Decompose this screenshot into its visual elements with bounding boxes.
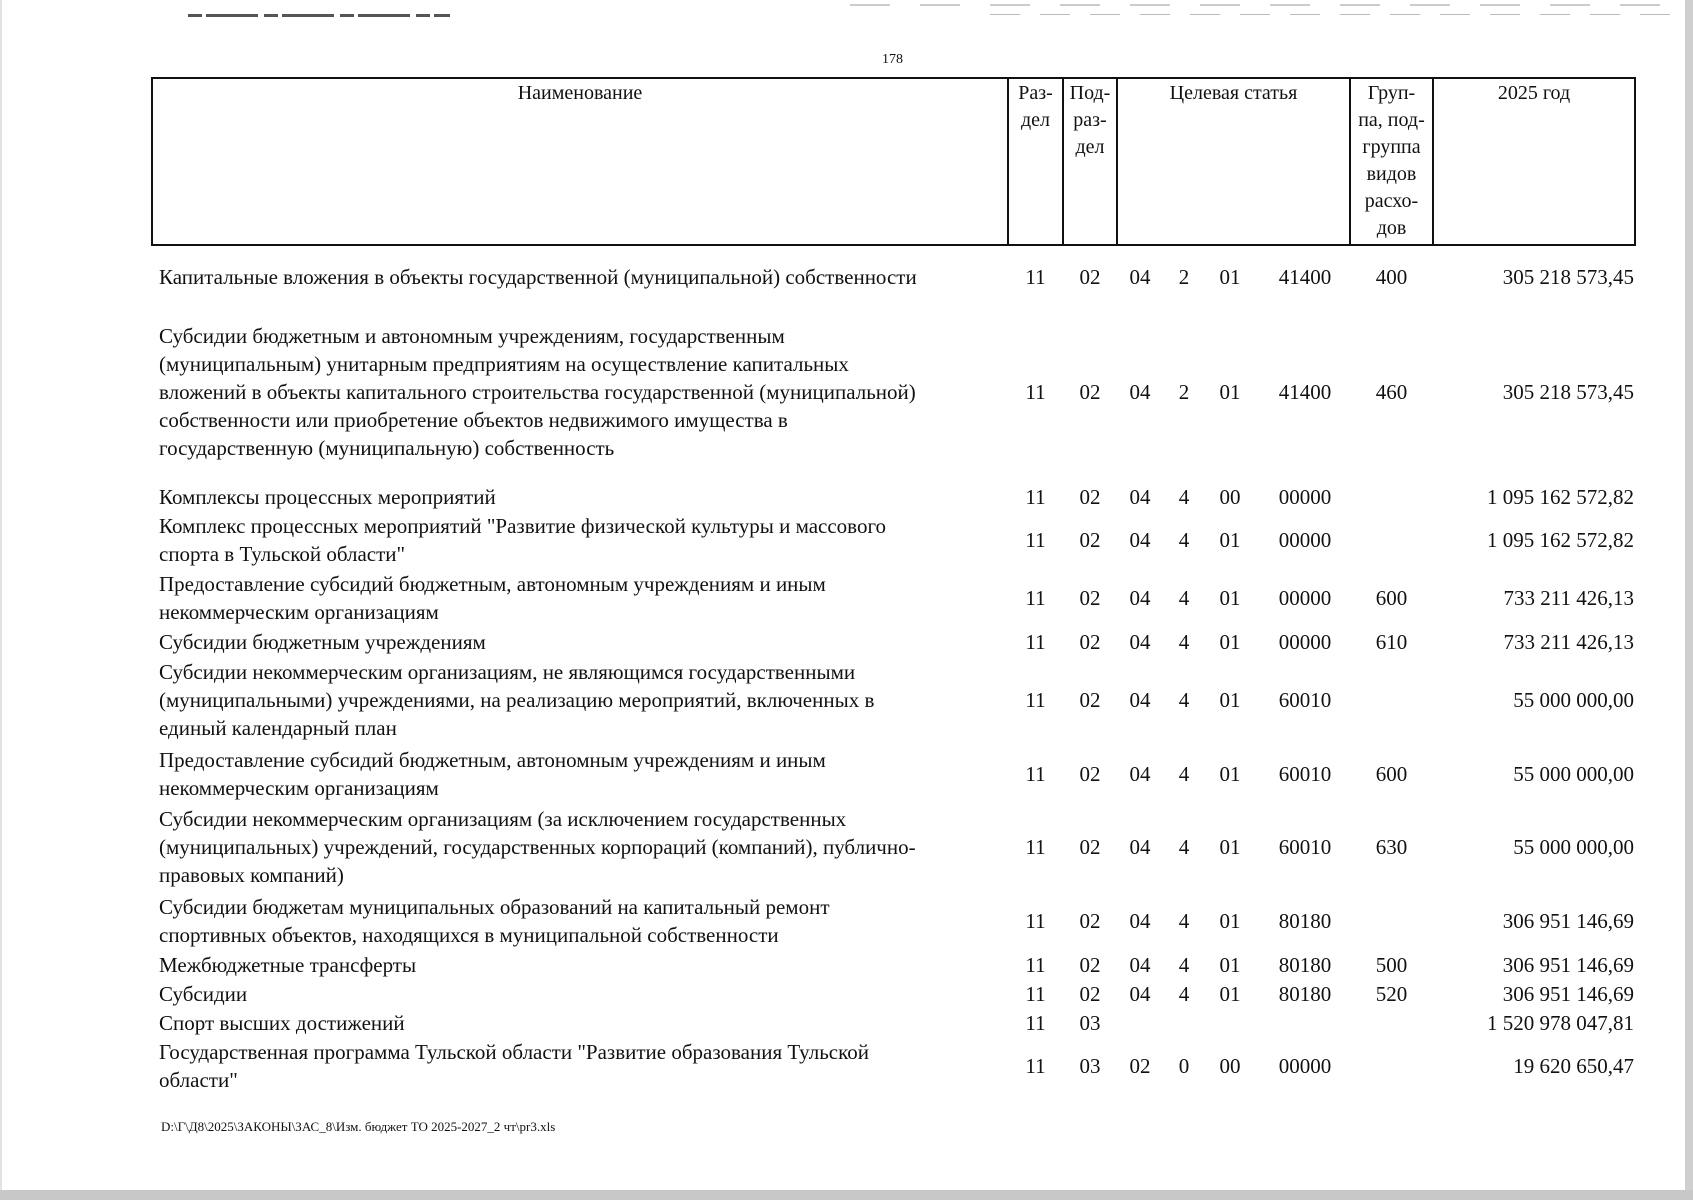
row-name: Субсидии	[159, 982, 248, 1006]
cell-target-type: 4	[1178, 586, 1190, 610]
cell-podrazdel: 02	[1079, 528, 1101, 552]
cell-target-direction: 00000	[1278, 528, 1332, 552]
scan-artifact-top-left	[188, 14, 450, 17]
cell-target-type: 0	[1178, 1054, 1190, 1078]
row-name: Субсидии бюджетам муниципальных образований на капитальный ремонт спортивных объектов, находящихся в муниципальной собственности	[159, 895, 830, 947]
cell-amount: 55 000 000,00	[1513, 835, 1634, 859]
cell-target-program: 04	[1129, 630, 1151, 654]
cell-target-direction: 00000	[1278, 586, 1332, 610]
cell-target-program: 04	[1129, 265, 1151, 289]
page-number: 178	[882, 52, 903, 67]
file-path-footer: D:\Г\Д8\2025\ЗАКОНЫ\ЗАС_8\Изм. бюджет ТО 2025-2027_2 чт\pr3.xls	[161, 1119, 556, 1134]
cell-target-subprogram: 01	[1219, 265, 1241, 289]
row-name: Предоставление субсидий бюджетным, автономным учреждениям и иным некоммерческим организациям	[159, 748, 826, 800]
row-name: Комплекс процессных мероприятий "Развитие физической культуры и массового спорта в Тульской области"	[159, 514, 887, 566]
row-name: Комплексы процессных мероприятий	[159, 485, 496, 509]
cell-target-direction: 00000	[1278, 1054, 1332, 1078]
cell-amount: 305 218 573,45	[1502, 265, 1634, 289]
cell-razdel: 11	[1025, 1054, 1046, 1078]
cell-target-type: 2	[1178, 265, 1190, 289]
cell-group: 630	[1375, 835, 1408, 859]
cell-podrazdel: 02	[1079, 835, 1101, 859]
cell-target-subprogram: 01	[1219, 835, 1241, 859]
cell-target-type: 4	[1178, 485, 1190, 509]
row-name: Субсидии некоммерческим организациям (за исключением государственных (муниципальных) учреждений, государственных корпораций (компаний), публично- правовых компаний)	[159, 807, 916, 887]
cell-razdel: 11	[1025, 835, 1046, 859]
cell-amount: 19 620 650,47	[1513, 1054, 1634, 1078]
cell-group: 600	[1375, 762, 1408, 786]
scan-left-edge	[0, 0, 2, 1200]
cell-podrazdel: 02	[1079, 485, 1101, 509]
cell-group: 520	[1375, 982, 1408, 1006]
cell-amount: 733 211 426,13	[1503, 630, 1634, 654]
cell-group: 600	[1375, 586, 1408, 610]
header-target: Целевая статья	[1169, 82, 1298, 104]
row-name: Государственная программа Тульской области "Развитие образования Тульской области"	[159, 1040, 869, 1092]
cell-target-direction: 60010	[1278, 835, 1332, 859]
row-name: Субсидии бюджетным и автономным учреждениям, государственным (муниципальным) унитарным предприятиям на осуществление капитальных вложений в объекты капитального строительства государственной (муниципальной) собственности или приобретение объектов недвижимого имущества в государственную (муниципальную) собственность	[159, 324, 916, 460]
cell-target-type: 4	[1178, 762, 1190, 786]
cell-target-subprogram: 00	[1219, 1054, 1241, 1078]
cell-target-program: 04	[1129, 485, 1151, 509]
scan-artifact-top-right	[850, 4, 1680, 6]
cell-podrazdel: 02	[1079, 630, 1101, 654]
cell-target-program: 04	[1129, 909, 1151, 933]
header-razdel: Раз- дел	[1018, 82, 1053, 131]
cell-razdel: 11	[1025, 630, 1046, 654]
cell-target-program: 04	[1129, 982, 1151, 1006]
cell-razdel: 11	[1025, 485, 1046, 509]
scan-artifact-top-right-line	[990, 14, 1680, 15]
cell-podrazdel: 03	[1079, 1011, 1101, 1035]
cell-amount: 306 951 146,69	[1502, 953, 1634, 977]
cell-target-subprogram: 01	[1219, 380, 1241, 404]
cell-podrazdel: 02	[1079, 762, 1101, 786]
cell-podrazdel: 02	[1079, 909, 1101, 933]
scan-right-edge	[1685, 0, 1693, 1200]
cell-amount: 55 000 000,00	[1513, 762, 1634, 786]
row-name: Предоставление субсидий бюджетным, автономным учреждениям и иным некоммерческим организациям	[159, 572, 826, 624]
header-podrazdel: Под- раз- дел	[1069, 82, 1111, 158]
cell-razdel: 11	[1025, 762, 1046, 786]
cell-target-type: 4	[1178, 909, 1190, 933]
cell-amount: 55 000 000,00	[1513, 688, 1634, 712]
cell-razdel: 11	[1025, 586, 1046, 610]
cell-target-direction: 00000	[1278, 630, 1332, 654]
cell-group: 400	[1375, 265, 1408, 289]
cell-target-subprogram: 01	[1219, 762, 1241, 786]
cell-target-subprogram: 01	[1219, 630, 1241, 654]
cell-target-program: 04	[1129, 953, 1151, 977]
header-name: Наименование	[517, 82, 643, 104]
cell-target-direction: 41400	[1278, 380, 1332, 404]
header-group: Груп- па, под- группа видов расхо- дов	[1358, 82, 1425, 239]
cell-razdel: 11	[1025, 1011, 1046, 1035]
row-name: Субсидии бюджетным учреждениям	[159, 630, 486, 654]
cell-target-program: 04	[1129, 528, 1151, 552]
cell-podrazdel: 02	[1079, 688, 1101, 712]
cell-target-direction: 60010	[1278, 688, 1332, 712]
cell-amount: 306 951 146,69	[1502, 982, 1634, 1006]
cell-amount: 306 951 146,69	[1502, 909, 1634, 933]
row-name: Субсидии некоммерческим организациям, не являющимся государственными (муниципальными) учреждениями, на реализацию мероприятий, включенных в единый календарный план	[159, 660, 875, 740]
scan-bottom-edge	[0, 1190, 1693, 1200]
cell-target-subprogram: 00	[1219, 485, 1241, 509]
cell-target-direction: 80180	[1278, 909, 1332, 933]
cell-target-subprogram: 01	[1219, 982, 1241, 1006]
cell-target-type: 4	[1178, 528, 1190, 552]
row-name: Межбюджетные трансферты	[159, 953, 417, 977]
cell-target-program: 02	[1129, 1054, 1151, 1078]
cell-podrazdel: 02	[1079, 380, 1101, 404]
cell-razdel: 11	[1025, 982, 1046, 1006]
cell-target-type: 4	[1178, 688, 1190, 712]
cell-target-direction: 60010	[1278, 762, 1332, 786]
cell-podrazdel: 02	[1079, 265, 1101, 289]
cell-podrazdel: 03	[1079, 1054, 1101, 1078]
cell-podrazdel: 02	[1079, 982, 1101, 1006]
cell-target-subprogram: 01	[1219, 586, 1241, 610]
cell-amount: 1 520 978 047,81	[1487, 1011, 1634, 1035]
cell-target-direction: 80180	[1278, 982, 1332, 1006]
cell-target-direction: 41400	[1278, 265, 1332, 289]
cell-razdel: 11	[1025, 909, 1046, 933]
cell-amount: 733 211 426,13	[1503, 586, 1634, 610]
cell-target-program: 04	[1129, 380, 1151, 404]
row-name: Спорт высших достижений	[159, 1011, 405, 1035]
cell-target-direction: 00000	[1278, 485, 1332, 509]
cell-group: 460	[1375, 380, 1408, 404]
cell-podrazdel: 02	[1079, 953, 1101, 977]
cell-group: 610	[1375, 630, 1408, 654]
cell-razdel: 11	[1025, 380, 1046, 404]
cell-target-program: 04	[1129, 762, 1151, 786]
cell-group: 500	[1375, 953, 1408, 977]
cell-amount: 1 095 162 572,82	[1487, 528, 1634, 552]
cell-amount: 305 218 573,45	[1502, 380, 1634, 404]
header-year: 2025 год	[1497, 82, 1571, 104]
cell-podrazdel: 02	[1079, 586, 1101, 610]
cell-target-subprogram: 01	[1219, 688, 1241, 712]
cell-amount: 1 095 162 572,82	[1487, 485, 1634, 509]
cell-razdel: 11	[1025, 688, 1046, 712]
cell-razdel: 11	[1025, 953, 1046, 977]
cell-target-type: 4	[1178, 953, 1190, 977]
cell-target-program: 04	[1129, 586, 1151, 610]
cell-target-program: 04	[1129, 835, 1151, 859]
cell-target-direction: 80180	[1278, 953, 1332, 977]
cell-razdel: 11	[1025, 528, 1046, 552]
row-name: Капитальные вложения в объекты государственной (муниципальной) собственности	[159, 265, 917, 289]
cell-target-type: 2	[1178, 380, 1190, 404]
cell-target-program: 04	[1129, 688, 1151, 712]
cell-target-type: 4	[1178, 835, 1190, 859]
cell-target-subprogram: 01	[1219, 909, 1241, 933]
cell-target-subprogram: 01	[1219, 953, 1241, 977]
cell-target-type: 4	[1178, 982, 1190, 1006]
cell-razdel: 11	[1025, 265, 1046, 289]
cell-target-subprogram: 01	[1219, 528, 1241, 552]
cell-target-type: 4	[1178, 630, 1190, 654]
